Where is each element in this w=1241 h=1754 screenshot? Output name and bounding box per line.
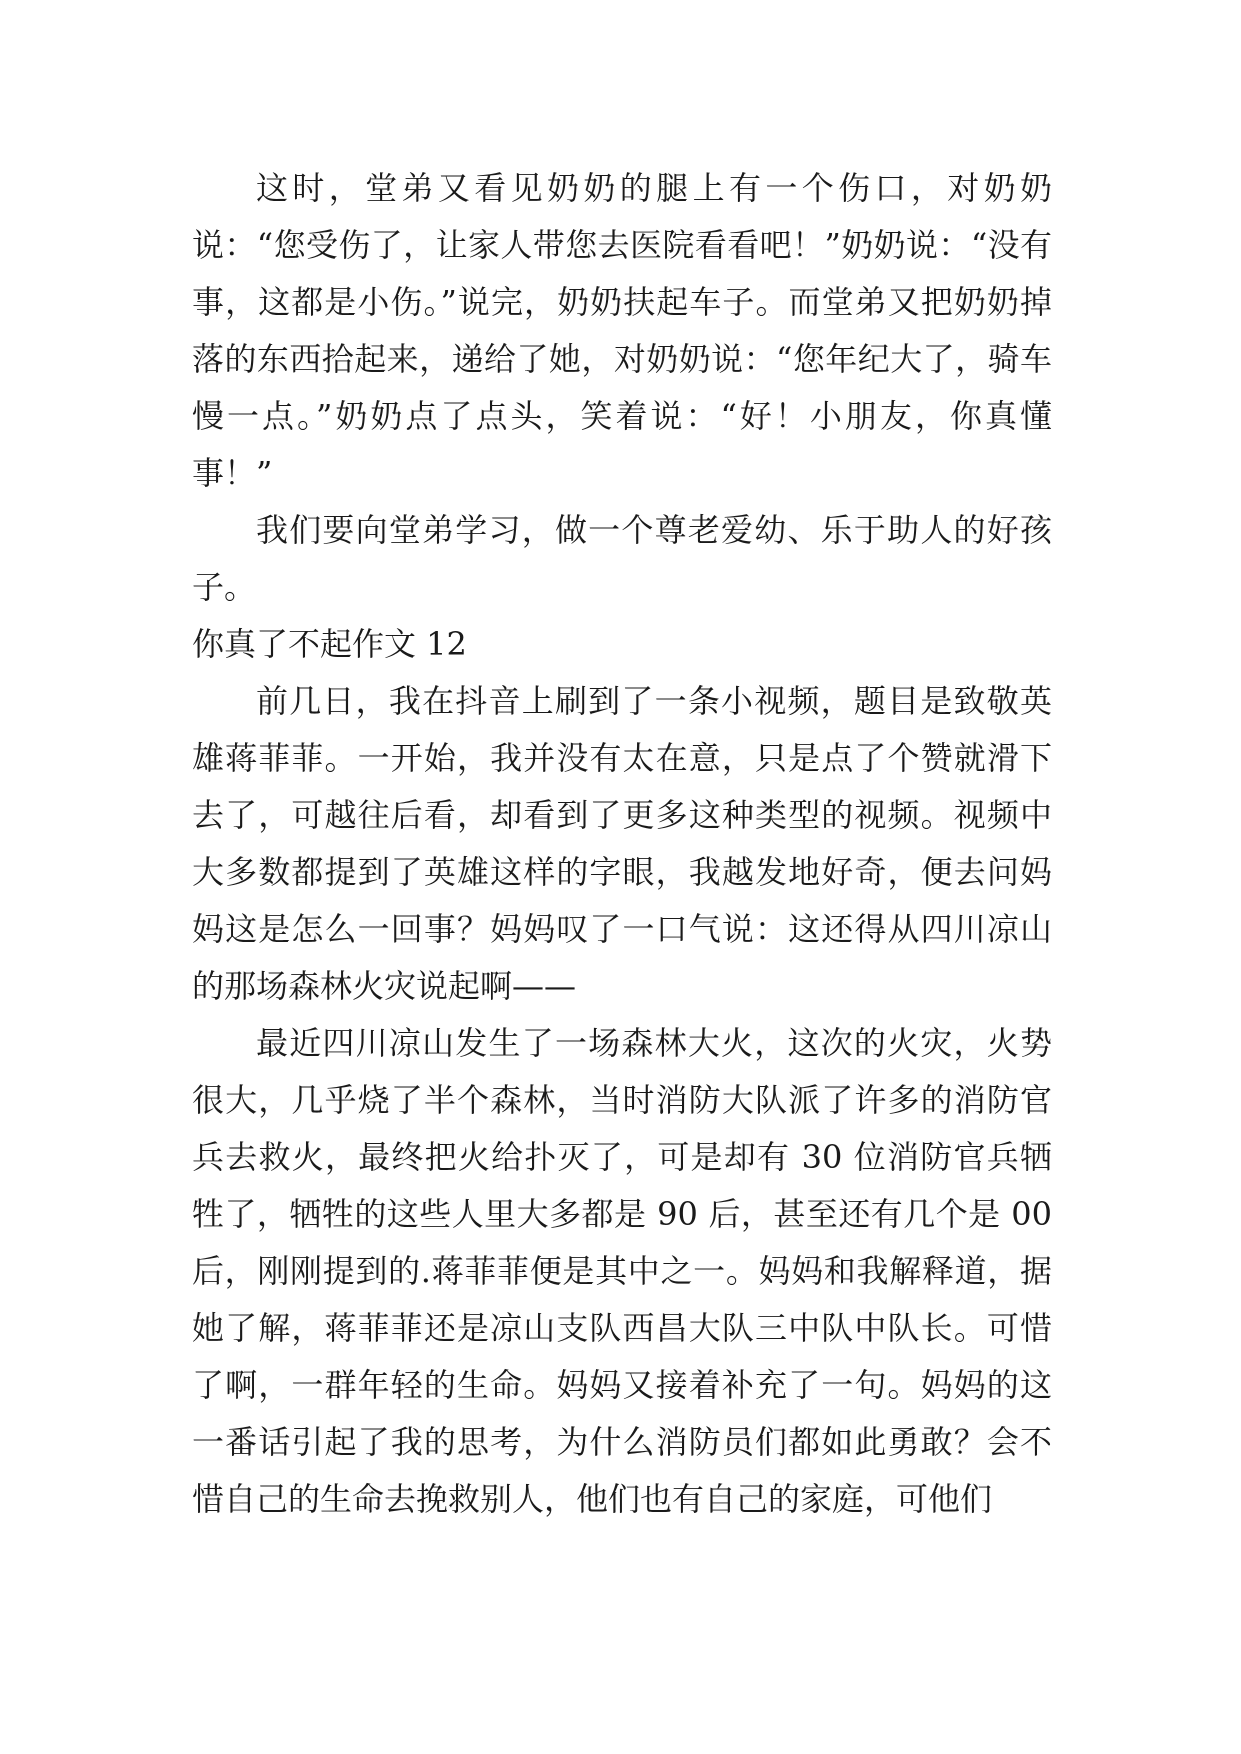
paragraph-liangshan-fire: 最近四川凉山发生了一场森林大火，这次的火灾，火势很大，几乎烧了半个森林，当时消防大队派了许多的消防官兵去救火，最终把火给扑灭了，可是却有 30 位消防官兵牺牲了，牺牲的这些人里大多都是 90 后，甚至还有几个是 00 后，刚刚提到的.蒋菲菲便是其中之一。妈妈和我解释道，据她了解，蒋菲菲还是凉山支队西昌大队三中队中队长。可惜了啊，一群年轻的生命。妈妈又接着补充了一句。妈妈的这一番话引起了我的思考，为什么消防员们都如此勇敢？会不惜自己的生命去挽救别人，他们也有自己的家庭，可他们 xyxy=(192,1024,1052,1518)
essay-heading: 你真了不起作文 12 xyxy=(192,625,467,663)
paragraph-injury-dialogue: 这时，堂弟又看见奶奶的腿上有一个伤口，对奶奶说：“您受伤了，让家人带您去医院看看吧！”奶奶说：“没有事，这都是小伤。”说完，奶奶扶起车子。而堂弟又把奶奶掉落的东西拾起来，递给了她，对奶奶说：“您年纪大了，骑车慢一点。”奶奶点了点头，笑着说：“好！小朋友，你真懂事！” xyxy=(192,169,1052,492)
paragraph-douyin-video: 前几日，我在抖音上刷到了一条小视频，题目是致敬英雄蒋菲菲。一开始，我并没有太在意，只是点了个赞就滑下去了，可越往后看，却看到了更多这种类型的视频。视频中大多数都提到了英雄这样的字眼，我越发地好奇，便去问妈妈这是怎么一回事？妈妈叹了一口气说：这还得从四川凉山的那场森林火灾说起啊—— xyxy=(192,682,1052,1005)
document-body xyxy=(192,160,1052,1528)
paragraph-learn-from-cousin: 我们要向堂弟学习，做一个尊老爱幼、乐于助人的好孩子。 xyxy=(192,511,1052,606)
